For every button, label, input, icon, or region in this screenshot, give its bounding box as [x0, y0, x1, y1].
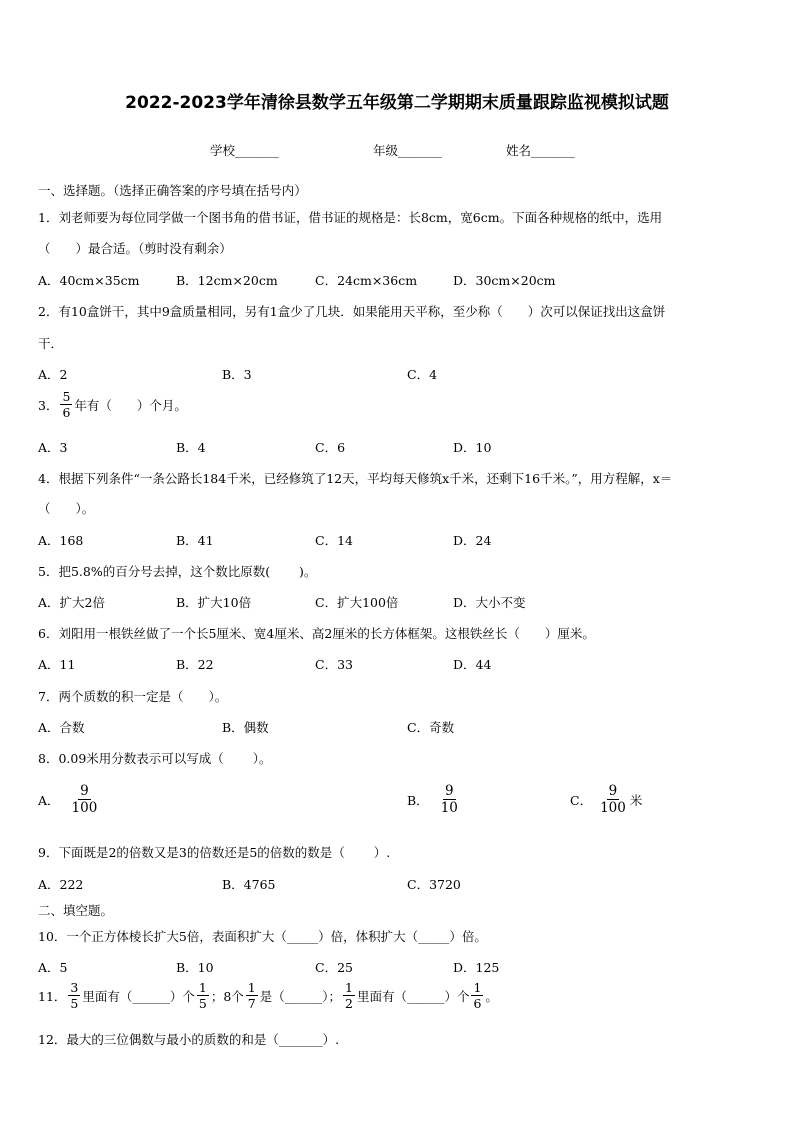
q8-option-a	[38, 784, 101, 815]
q8-option-c	[570, 784, 642, 815]
q11-fraction-2	[197, 981, 209, 1010]
q8-option-c-fraction	[598, 784, 628, 815]
q3-fraction	[60, 390, 72, 419]
q11-f5-denominator: 6	[473, 996, 482, 1012]
q3-option-a: A．3	[38, 440, 68, 455]
q5-option-b: B．扩大10倍	[176, 595, 252, 610]
q8-b-numerator: 9	[444, 783, 454, 799]
q7-option-b: B．偶数	[222, 720, 269, 735]
q2-option-c: C．4	[407, 367, 438, 382]
q11-f3-denominator: 7	[247, 996, 256, 1012]
q11-stem	[38, 981, 498, 1010]
q3-stem-text: 年有（ ）个月。	[74, 397, 187, 413]
q8-b-denominator: 10	[440, 800, 458, 817]
q10-option-c: C．25	[315, 960, 353, 975]
q3-fraction-numerator: 5	[62, 389, 71, 404]
q11-f4-numerator: 1	[345, 980, 353, 995]
q3-stem	[38, 390, 187, 419]
q10-option-d: D．125	[453, 960, 500, 975]
q1-option-a: A．40cm×35cm	[38, 273, 140, 288]
q3-option-b: B．4	[176, 440, 206, 455]
q11-fraction-3	[246, 981, 258, 1010]
q3-number: 3．	[38, 397, 59, 413]
q2-option-a: A．2	[38, 367, 68, 382]
q5-option-a: A．扩大2倍	[38, 595, 105, 610]
q4-stem-line2: （ ）。	[38, 501, 95, 516]
q10-option-a: A．5	[38, 960, 68, 975]
q7-option-a: A．合数	[38, 720, 85, 735]
q7-option-c: C．奇数	[407, 720, 455, 735]
q3-option-d: D．10	[453, 440, 492, 455]
q9-option-a: A．222	[38, 877, 84, 892]
q6-option-b: B．22	[176, 657, 214, 672]
q8-option-b-label: B．	[407, 792, 429, 808]
q11-f1-numerator: 3	[70, 980, 79, 995]
q9-stem: 9．下面既是2的倍数又是3的倍数还是5的倍数的数是（ ）.	[38, 845, 391, 860]
q11-fraction-4	[343, 981, 355, 1010]
q11-f1-denominator: 5	[70, 996, 79, 1012]
q11-text-2: ；8个	[210, 988, 244, 1004]
q11-f5-numerator: 1	[473, 980, 482, 995]
q10-option-b: B．10	[176, 960, 214, 975]
q8-option-a-label: A．	[38, 792, 60, 808]
q2-stem-line1: 2．有10盒饼干，其中9盒质量相同，另有1盒少了几块．如果能用天平称，至少称（ ）次可以保证找出这盒饼	[38, 304, 666, 319]
q1-stem-line1: 1．刘老师要为每位同学做一个图书角的借书证，借书证的规格是：长8cm，宽6cm。下面各种规格的纸中，选用	[38, 210, 663, 225]
q8-c-denominator: 100	[600, 800, 626, 817]
q1-option-d: D．30cm×20cm	[453, 273, 556, 288]
page-title: 2022-2023学年清徐县数学五年级第二学期期末质量跟踪监视模拟试题	[125, 93, 669, 113]
q4-option-d: D．24	[453, 533, 492, 548]
q11-fraction-1	[68, 981, 80, 1010]
q11-f2-denominator: 5	[198, 996, 207, 1012]
q1-stem-line2: （ ）最合适。（剪时没有剩余）	[38, 241, 232, 256]
q8-option-a-fraction	[70, 784, 100, 815]
q12-stem: 12．最大的三位偶数与最小的质数的和是（_______）.	[38, 1032, 340, 1047]
q11-text-5: 。	[485, 988, 498, 1004]
q11-f2-numerator: 1	[198, 980, 207, 995]
q4-option-b: B．41	[176, 533, 214, 548]
section-choice-heading: 一、选择题。（选择正确答案的序号填在括号内）	[38, 183, 307, 198]
q5-option-d: D．大小不变	[453, 595, 526, 610]
q4-option-c: C．14	[315, 533, 353, 548]
q11-text-4: 里面有（______）个	[356, 988, 470, 1004]
q1-option-b: B．12cm×20cm	[176, 273, 278, 288]
q9-option-c: C．3720	[407, 877, 461, 892]
q11-fraction-5	[471, 981, 483, 1010]
q5-option-c: C．扩大100倍	[315, 595, 399, 610]
q11-text-3: 是（______）；	[259, 988, 341, 1004]
school-field: 学校_______	[210, 143, 279, 158]
q4-option-a: A．168	[38, 533, 84, 548]
q6-option-c: C．33	[315, 657, 353, 672]
q6-stem: 6．刘阳用一根铁丝做了一个长5厘米、宽4厘米、高2厘米的长方体框架。这根铁丝长（ ）厘米。	[38, 626, 595, 641]
q11-f4-denominator: 2	[345, 996, 353, 1012]
q8-option-c-label: C．	[570, 792, 593, 808]
name-field: 姓名_______	[506, 143, 575, 158]
q11-f3-numerator: 1	[247, 980, 256, 995]
q11-text-1: 里面有（______）个	[82, 988, 195, 1004]
q8-a-numerator: 9	[80, 783, 89, 799]
section-fill-heading: 二、填空题。	[38, 903, 114, 918]
q4-stem-line1: 4．根据下列条件“一条公路长184千米，已经修筑了12天，平均每天修筑x千米，还剩下16千米。”，用方程解，x＝	[38, 471, 673, 486]
q9-option-b: B．4765	[222, 877, 276, 892]
q6-option-a: A．11	[38, 657, 76, 672]
q11-number: 11．	[38, 988, 67, 1004]
q10-stem: 10．一个正方体棱长扩大5倍，表面积扩大（_____）倍，体积扩大（_____）倍。	[38, 929, 487, 944]
q8-stem: 8．0.09米用分数表示可以写成（ ）。	[38, 751, 272, 766]
q8-option-c-unit: 米	[629, 792, 643, 808]
grade-field: 年级_______	[373, 143, 442, 158]
q8-option-b	[407, 784, 462, 815]
q5-stem: 5．把5.8%的百分号去掉，这个数比原数( )。	[38, 564, 317, 579]
q1-option-c: C．24cm×36cm	[315, 273, 418, 288]
q2-stem-line2: 干．	[38, 336, 64, 351]
q7-stem: 7．两个质数的积一定是（ ）。	[38, 689, 228, 704]
q8-c-numerator: 9	[608, 783, 618, 799]
q3-fraction-denominator: 6	[62, 405, 71, 421]
q8-option-b-fraction	[439, 784, 460, 815]
q3-option-c: C．6	[315, 440, 346, 455]
q2-option-b: B．3	[222, 367, 252, 382]
q6-option-d: D．44	[453, 657, 492, 672]
q8-a-denominator: 100	[71, 800, 98, 817]
